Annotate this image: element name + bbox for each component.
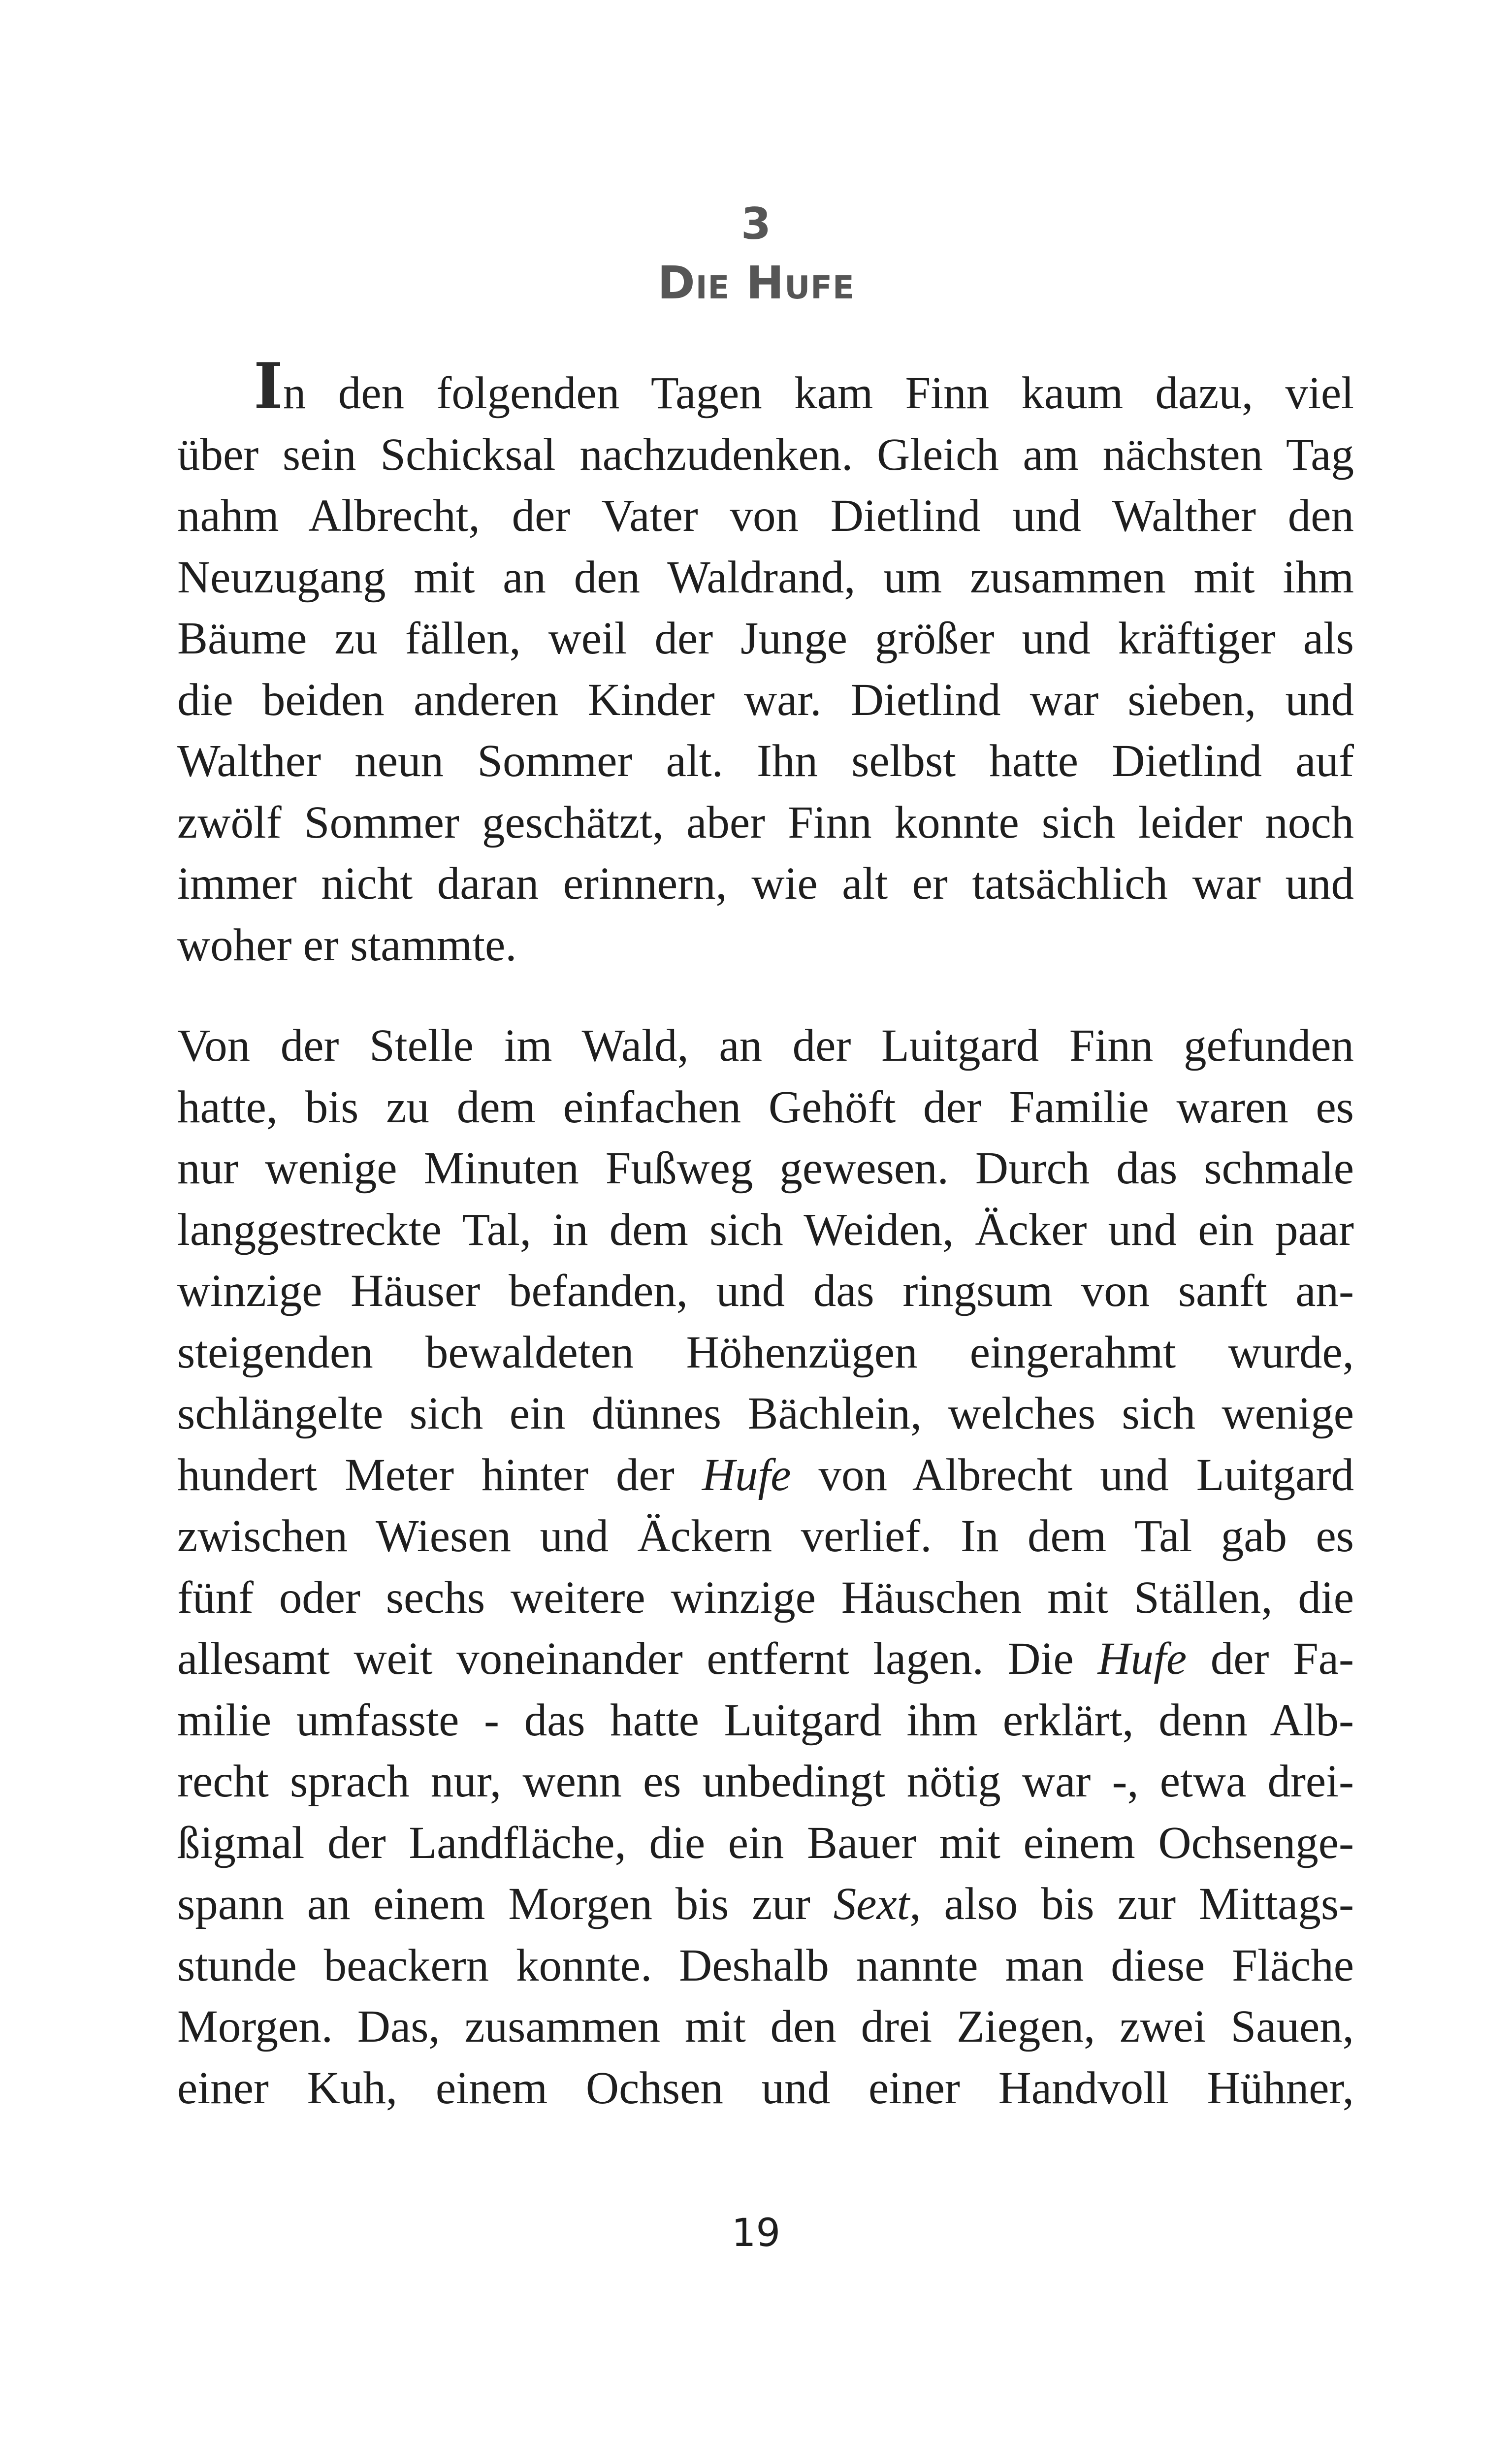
text-line: Von der Stelle im Wald, an der Luitgard Finn gefunden [177,1020,1354,1071]
text-line: winzige Häuser befanden, und das ringsum von sanft an- [177,1266,1354,1316]
text-line: ßigmal der Landfläche, die ein Bauer mit einem Ochsenge- [177,1817,1354,1868]
italic-term: Hufe [702,1449,791,1500]
text-line: recht sprach nur, wenn es unbedingt nötig war -, etwa drei- [177,1756,1354,1807]
text-line: fünf oder sechs weitere winzige Häuschen mit Ställen, die [177,1572,1354,1623]
text-line: hatte, bis zu dem einfachen Gehöft der Familie waren es [177,1081,1354,1133]
paragraph-1 [177,350,1354,976]
text-line: über sein Schicksal nachzudenken. Gleich am nächsten Tag [177,429,1354,480]
text-line: spann an einem Morgen bis zur Sext, also bis zur Mittags- [177,1879,1354,1929]
chapter-title: Die Hufe [657,257,855,309]
drop-cap: I [254,350,283,423]
text-line: nahm Albrecht, der Vater von Dietlind und Walther den [177,490,1354,541]
italic-term: Hufe [1097,1633,1187,1684]
text-line: stunde beackern konnte. Deshalb nannte man diese Fläche [177,1940,1354,1991]
text-line: allesamt weit voneinander entfernt lagen. Die Hufe der Fa- [177,1633,1354,1684]
text-line: zwischen Wiesen und Äckern verlief. In dem Tal gab es [177,1511,1354,1562]
text-line: Morgen. Das, zusammen mit den drei Ziegen, zwei Sauen, [177,2001,1354,2052]
text-line: milie umfasste - das hatte Luitgard ihm erklärt, denn Alb- [177,1694,1354,1746]
paragraph-2 [177,1015,1354,2119]
text-line: In den folgenden Tagen kam Finn kaum dazu, viel [254,350,1354,423]
text-line: Walther neun Sommer alt. Ihn selbst hatte Dietlind auf [177,736,1354,786]
text-line: nur wenige Minuten Fußweg gewesen. Durch das schmale [177,1143,1354,1194]
text-line: woher er stammte. [177,919,517,971]
text-line: hundert Meter hinter der Hufe von Albrecht und Luitgard [177,1449,1354,1500]
text-line: zwölf Sommer geschätzt, aber Finn konnte sich leider noch [177,797,1354,848]
text-line: steigenden bewaldeten Höhenzügen eingerahmt wurde, [177,1327,1354,1378]
italic-term: Sext [833,1879,910,1929]
text-line: Bäume zu fällen, weil der Junge größer und kräftiger als [177,613,1354,664]
text-line: die beiden anderen Kinder war. Dietlind war sieben, und [177,674,1354,725]
text-line: langgestreckte Tal, in dem sich Weiden, Äcker und ein paar [177,1204,1354,1255]
text-line: schlängelte sich ein dünnes Bächlein, welches sich wenige [177,1388,1354,1439]
page-number: 19 [731,2211,781,2255]
text-line: Neuzugang mit an den Waldrand, um zusammen mit ihm [177,552,1354,603]
text-line: immer nicht daran erinnern, wie alt er tatsächlich war und [177,858,1354,909]
text-line: einer Kuh, einem Ochsen und einer Handvoll Hühner, [177,2062,1354,2114]
chapter-number: 3 [740,198,772,249]
